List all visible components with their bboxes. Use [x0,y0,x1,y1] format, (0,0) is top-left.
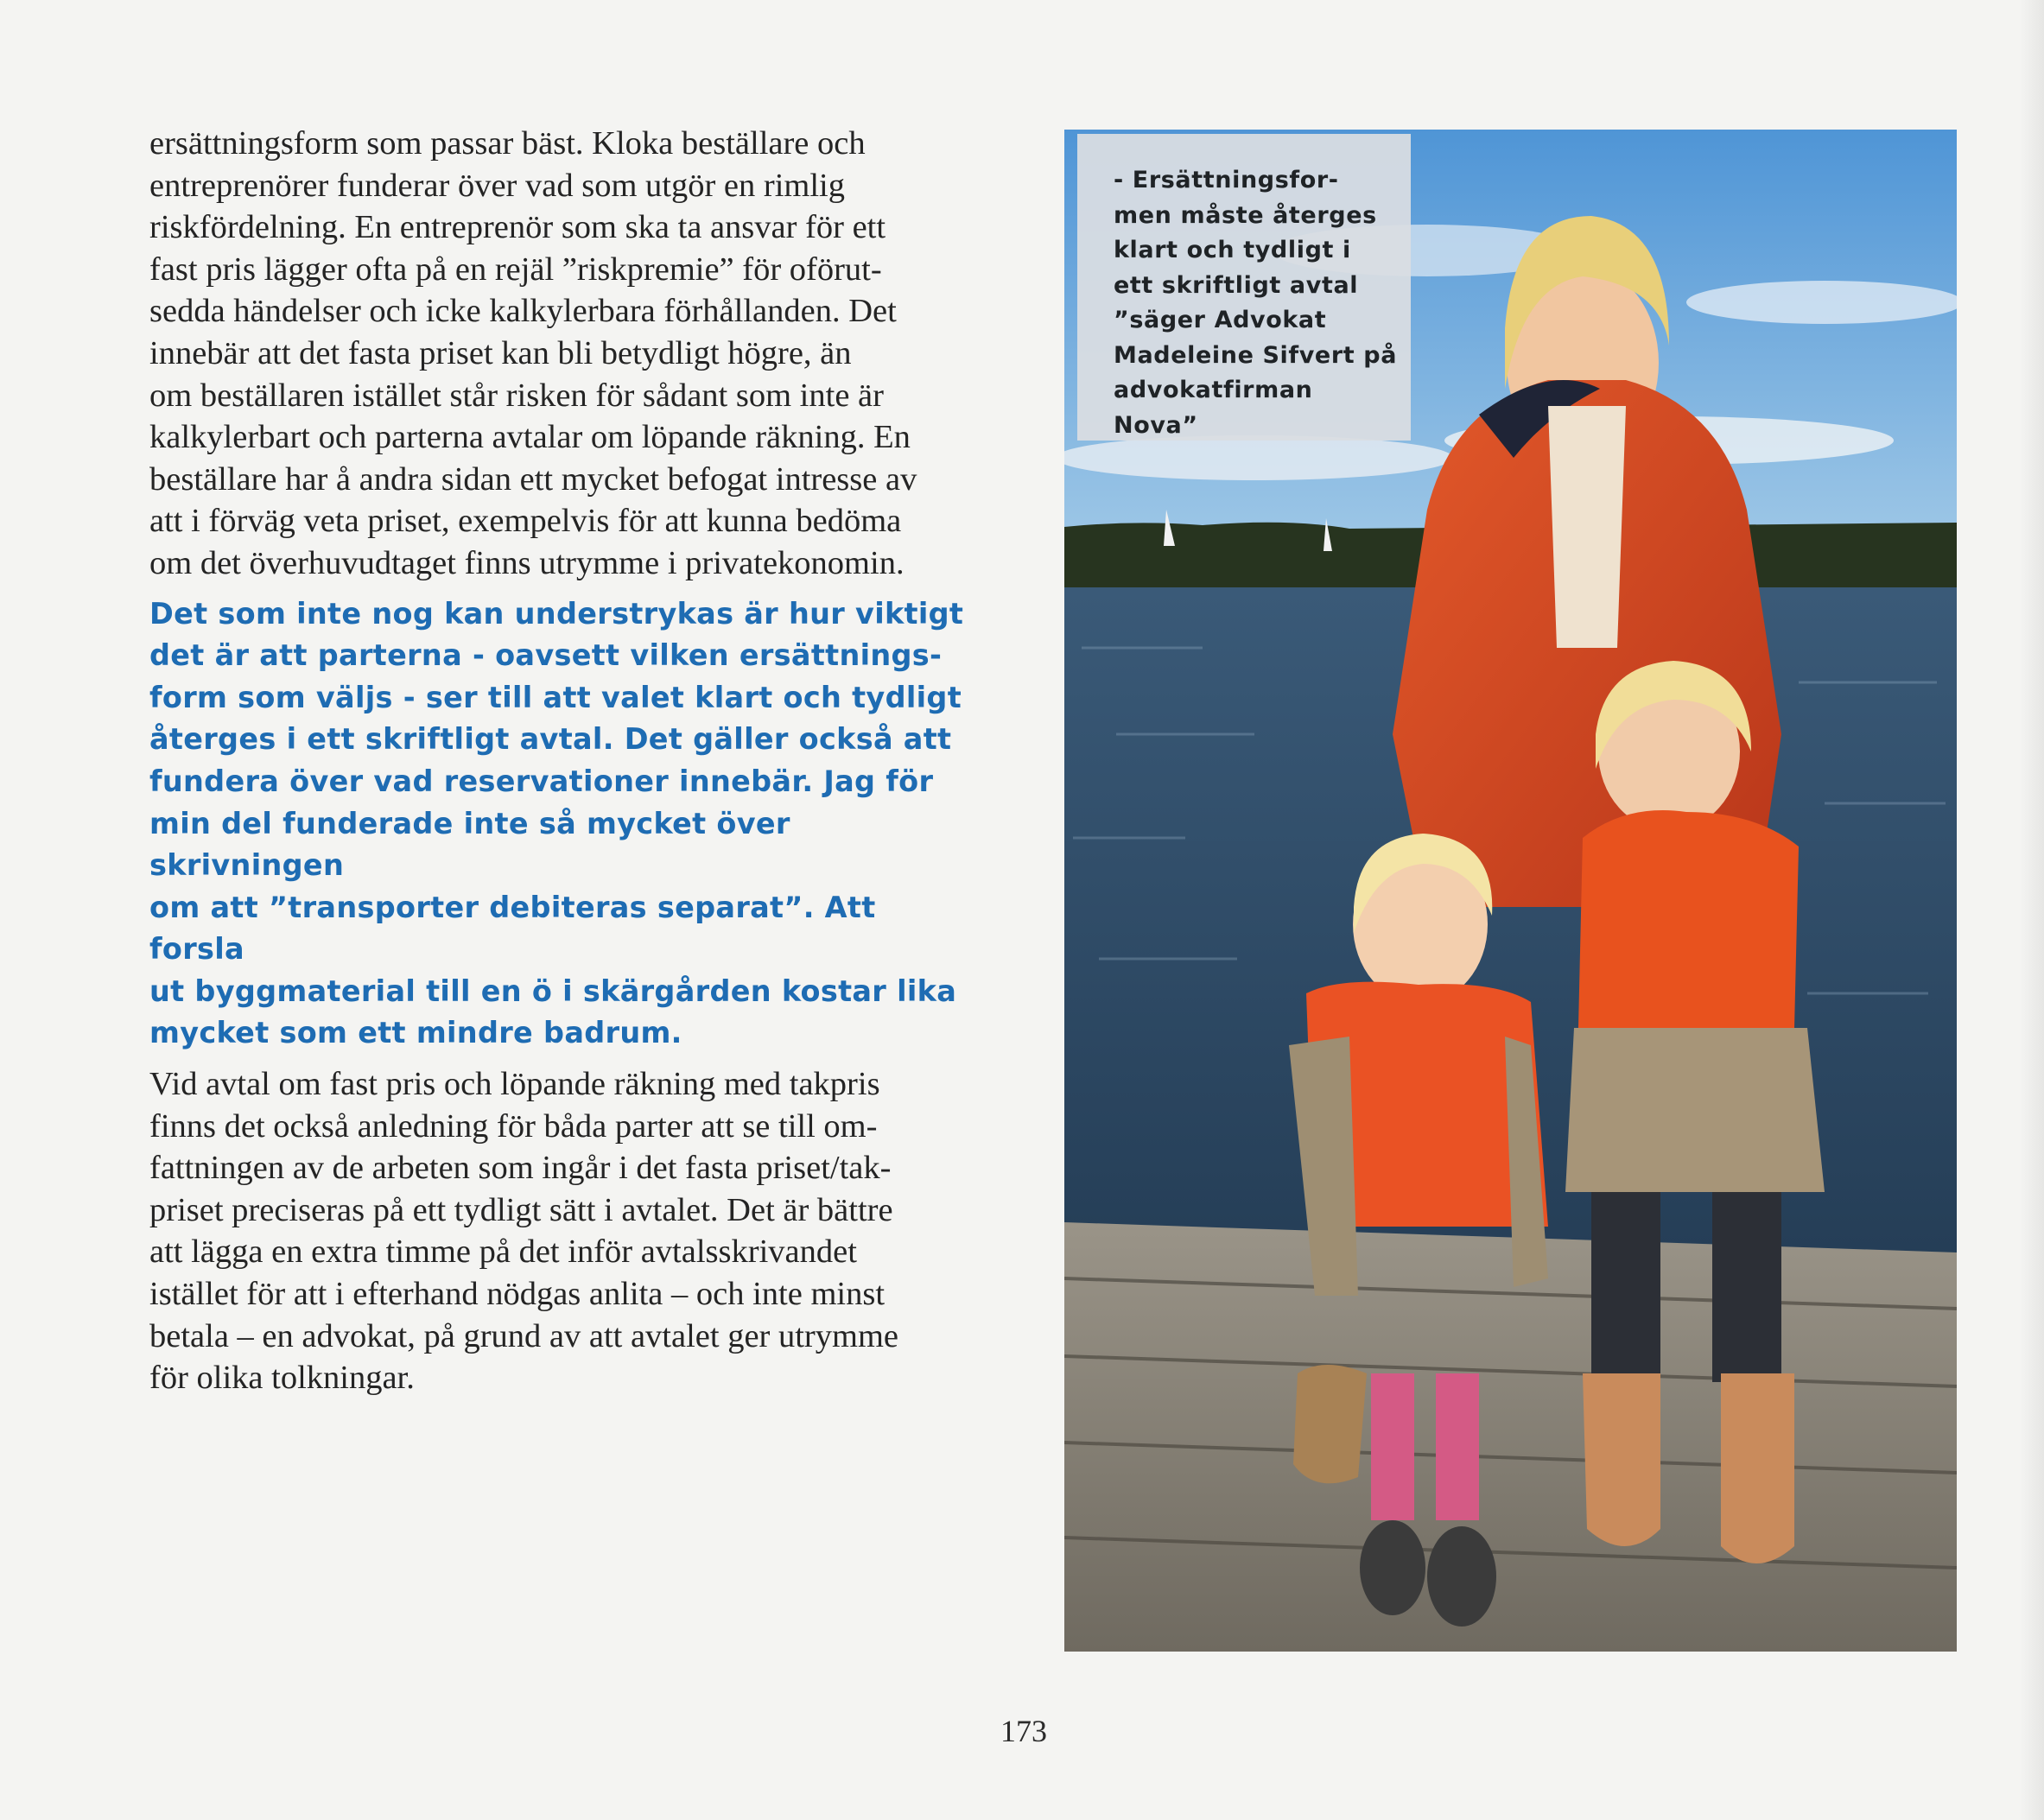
page-edge [2020,0,2044,1820]
photo-caption-box [1077,134,1411,441]
body-paragraph-1: ersättningsform som passar bäst. Kloka beställare och entreprenörer funderar över vad som utgör en rimlig riskfördelning. En entreprenör som ska ta ansvar för ett fast pris lägger ofta på en rejäl ”riskpremie” för oförut- sedda händelser och icke kalkylerbara förhållanden. Det innebär att det fasta priset kan bli betydligt högre, än om beställaren istället står risken för sådant som inte är kalkylerbart och parterna avtalar om löpande räkning. En beställare har å andra sidan ett mycket befogat intresse av att i förväg veta priset, exempelvis för att kunna bedöma om det överhuvudtaget finns utrymme i privatekonomin. [149,125,917,581]
text-column [149,123,970,1399]
page-number: 173 [1000,1714,1047,1748]
pull-quote: Det som inte nog kan understrykas är hur viktigt det är att parterna - oavsett vilken ersättnings- form som väljs - ser till att valet klart och tydligt återges i ett skriftligt avtal. Det gäller också att fundera över vad reservationer innebär. Jag för min del funderade inte så mycket över skrivningen om att ”transporter debiteras separat”. Att forsla ut byggmaterial till en ö i skärgården kostar lika mycket som ett mindre badrum. [149,596,964,1050]
body-paragraph-2: Vid avtal om fast pris och löpande räkning med takpris finns det också anledning för båda parter att se till om- fattningen av de arbeten som ingår i det fasta priset/tak- priset preciseras på ett tydligt sätt i avtalet. Det är bättre att lägga en extra timme på det inför avtalsskrivandet istället för att i efterhand nödgas anlita – och inte minst betala – en advokat, på grund av att avtalet ger utrymme för olika tolkningar. [149,1066,898,1397]
photo-caption: - Ersättningsfor- men måste återges klart och tydligt i ett skriftligt avtal ”säger Advokat Madeleine Sifvert på advokatfirman Nova” [1114,167,1398,439]
